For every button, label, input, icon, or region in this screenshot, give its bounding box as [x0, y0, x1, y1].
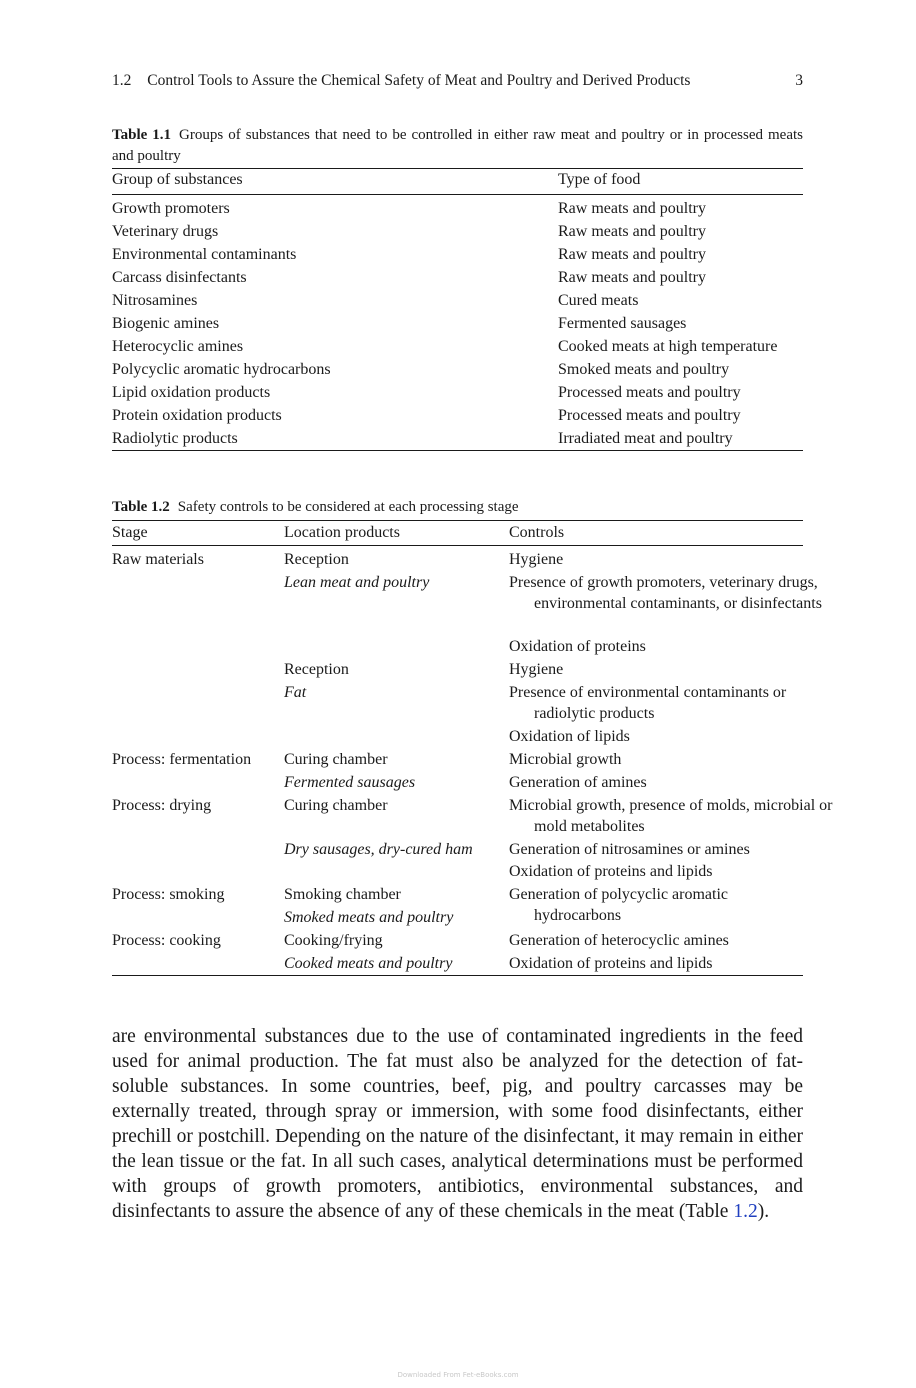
table-row-location: Lean meat and poultry	[284, 574, 430, 591]
table-row	[112, 312, 803, 335]
table-row	[112, 220, 803, 243]
table-row-location: Cooked meats and poultry	[284, 955, 453, 972]
table-2-top-rule	[112, 520, 803, 521]
table-row-control: Generation of amines	[509, 774, 647, 791]
table-row-control: Presence of growth promoters, veterinary drugs, environmental contaminants, or disinfectants	[509, 574, 822, 612]
table-2-col-stage: Stage	[112, 524, 148, 541]
table-cell-food: Irradiated meat and poultry	[558, 430, 733, 447]
table-cell-group: Veterinary drugs	[112, 223, 219, 240]
table-cell-group: Protein oxidation products	[112, 407, 282, 424]
table-cell-food: Raw meats and poultry	[558, 269, 706, 286]
table-2-caption-text: Safety controls to be considered at each processing stage	[177, 499, 519, 515]
table-cell-group: Biogenic amines	[112, 315, 220, 332]
table-row	[112, 358, 803, 381]
running-header	[112, 72, 803, 90]
table-row-control: Microbial growth	[509, 751, 622, 768]
table-row-control: Generation of polycyclic aromatic hydrocarbons	[509, 886, 729, 924]
table-1-caption-text: Groups of substances that need to be controlled in either raw meat and poultry or in processed meats and poultry	[112, 127, 803, 164]
table-cell-food: Cured meats	[558, 292, 639, 309]
table-cell-food: Raw meats and poultry	[558, 246, 706, 263]
table-2-header-rule	[112, 545, 803, 546]
table-row-control: Oxidation of proteins and lipids	[509, 955, 713, 972]
table-row	[112, 381, 803, 404]
table-row-control: Microbial growth, presence of molds, microbial or mold metabolites	[509, 797, 833, 835]
table-cell-group: Nitrosamines	[112, 292, 198, 309]
table-row-location: Dry sausages, dry-cured ham	[284, 841, 473, 858]
table-reference-link[interactable]: 1.2	[733, 1201, 758, 1222]
table-1-col-group: Group of substances	[112, 171, 243, 188]
table-cell-group: Polycyclic aromatic hydrocarbons	[112, 361, 331, 378]
table-cell-group: Radiolytic products	[112, 430, 238, 447]
table-row-location: Fermented sausages	[284, 774, 416, 791]
footer-watermark: Downloaded From Fet-eBooks.com	[397, 1371, 519, 1379]
table-row-control: Hygiene	[509, 661, 564, 678]
table-cell-food: Raw meats and poultry	[558, 223, 706, 240]
table-row-location: Curing chamber	[284, 797, 388, 814]
table-cell-food: Cooked meats at high temperature	[558, 338, 778, 355]
table-2-caption	[112, 497, 803, 518]
table-2-label: Table 1.2	[112, 499, 170, 515]
table-2-header	[112, 522, 803, 544]
table-2-bottom-rule	[112, 975, 803, 976]
table-row-location: Smoked meats and poultry	[284, 909, 454, 926]
table-row	[112, 197, 803, 220]
table-row-location: Reception	[284, 661, 349, 678]
table-row-location: Reception	[284, 551, 349, 568]
table-1-body	[112, 197, 803, 450]
table-row-control: Generation of nitrosamines or amines	[509, 841, 750, 858]
table-cell-group: Carcass disinfectants	[112, 269, 247, 286]
table-1-header-rule	[112, 194, 803, 195]
table-cell-group: Growth promoters	[112, 200, 230, 217]
table-row-control: Hygiene	[509, 551, 564, 568]
table-cell-food: Processed meats and poultry	[558, 384, 741, 401]
table-row-control: Oxidation of proteins and lipids	[509, 863, 713, 880]
table-2-col-location: Location products	[284, 524, 400, 541]
table-row-location: Curing chamber	[284, 751, 388, 768]
table-1-caption	[112, 125, 803, 167]
table-cell-food: Raw meats and poultry	[558, 200, 706, 217]
table-row	[112, 266, 803, 289]
table-cell-group: Heterocyclic amines	[112, 338, 244, 355]
table-row	[112, 289, 803, 312]
table-row-stage: Raw materials	[112, 551, 204, 568]
table-cell-group: Lipid oxidation products	[112, 384, 271, 401]
table-1-label: Table 1.1	[112, 127, 172, 143]
body-paragraph	[112, 1024, 803, 1224]
table-row-stage: Process: cooking	[112, 932, 221, 949]
body-paragraph-text: are environmental substances due to the use of contaminated ingredients in the feed used for animal production. The fat must also be analyzed for the detection of fat-soluble substances. In some countries, beef, pig, and poultry carcasses may be externally treated, through spray or immersion, with some food disinfectants, either prechill or postchill. Depending on the nature of the disinfectant, it may remain in either the lean tissue or the fat. In all such cases, analytical determinations must be performed with groups of growth promoters, antibiotics, environmental substances, and disinfectants to assure the absence of any of these chemicals in the meat (Table	[112, 1026, 803, 1222]
table-row	[112, 427, 803, 450]
table-row-stage: Process: fermentation	[112, 751, 252, 768]
table-cell-food: Processed meats and poultry	[558, 407, 741, 424]
table-row-control: Generation of heterocyclic amines	[509, 932, 729, 949]
table-row	[112, 335, 803, 358]
table-1-top-rule	[112, 168, 803, 169]
section-title: Control Tools to Assure the Chemical Safety of Meat and Poultry and Derived Products	[147, 72, 691, 89]
table-cell-group: Environmental contaminants	[112, 246, 297, 263]
table-row-location: Fat	[284, 684, 307, 701]
table-1-header	[112, 171, 803, 193]
table-1-col-food: Type of food	[558, 171, 641, 188]
page-number: 3	[795, 72, 803, 89]
table-row	[112, 243, 803, 266]
table-row	[112, 404, 803, 427]
table-1-bottom-rule	[112, 450, 803, 451]
table-cell-food: Fermented sausages	[558, 315, 687, 332]
section-number: 1.2	[112, 72, 132, 89]
table-2-col-controls: Controls	[509, 524, 565, 541]
table-row-control: Oxidation of lipids	[509, 728, 630, 745]
table-row-control: Oxidation of proteins	[509, 638, 646, 655]
table-row-location: Cooking/frying	[284, 932, 383, 949]
table-row-control: Presence of environmental contaminants or radiolytic products	[509, 684, 787, 722]
table-row-stage: Process: drying	[112, 797, 212, 814]
table-row-stage: Process: smoking	[112, 886, 225, 903]
body-paragraph-end: ).	[757, 1201, 770, 1222]
table-row-location: Smoking chamber	[284, 886, 401, 903]
table-cell-food: Smoked meats and poultry	[558, 361, 730, 378]
